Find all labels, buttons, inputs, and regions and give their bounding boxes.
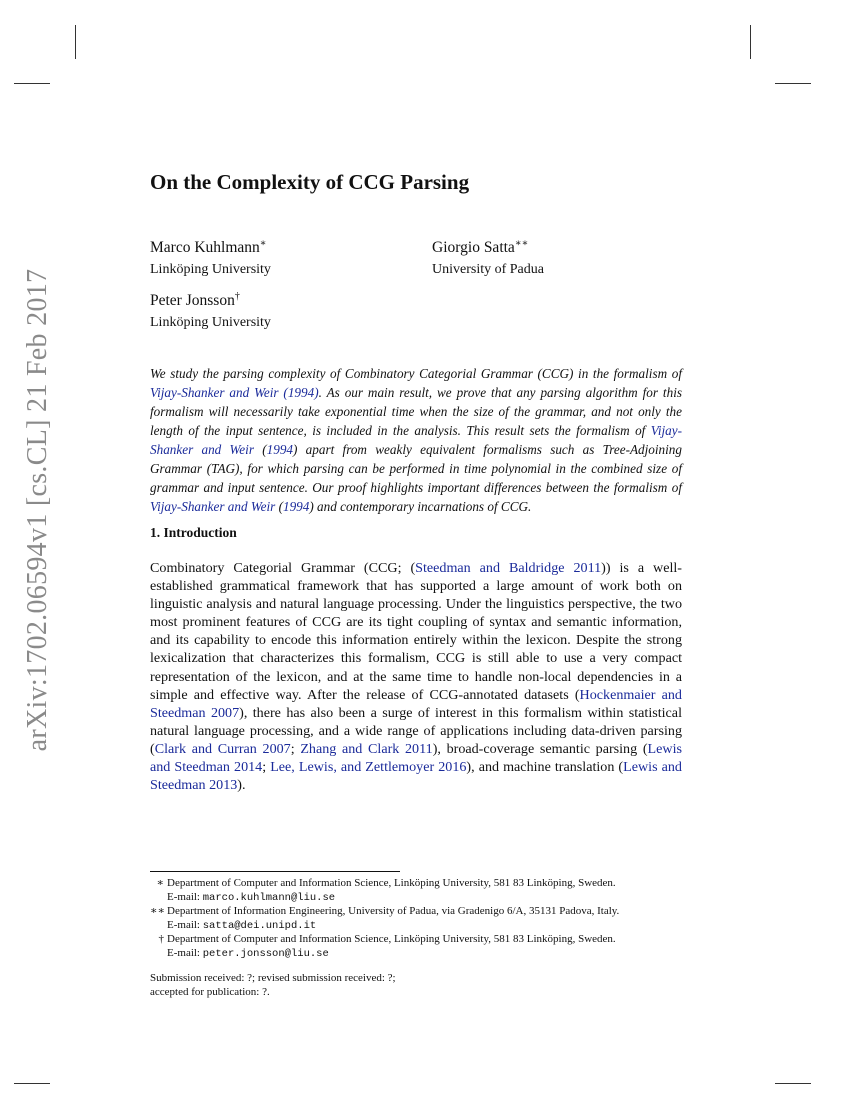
- footnote: [150, 933, 690, 961]
- email-label: E-mail:: [167, 946, 203, 959]
- body-text: ;: [290, 740, 301, 757]
- author-block: [150, 233, 271, 281]
- footnote-text: Department of Computer and Information Science, Linköping University, 581 83 Linköping, Sweden.: [167, 877, 616, 889]
- footnote: [150, 877, 690, 905]
- submission-note: [150, 971, 396, 999]
- author-footnote-mark: ∗: [259, 238, 267, 249]
- footnote-mark: †: [158, 933, 164, 946]
- footnote-email-line: [167, 947, 690, 962]
- author-name: Marco Kuhlmann: [150, 239, 260, 257]
- author-footnote-mark: †: [234, 291, 240, 302]
- crop-mark: [775, 1083, 811, 1084]
- crop-mark: [775, 83, 811, 84]
- submission-line: Submission received: ?; revised submission received: ?;: [150, 972, 396, 984]
- section-heading: [150, 525, 237, 541]
- footnote: [150, 905, 690, 933]
- footnote-rule: [150, 871, 400, 872]
- author-footnote-mark: ∗∗: [514, 238, 529, 249]
- email-address[interactable]: satta@dei.unipd.it: [202, 919, 317, 932]
- section-number: 1.: [150, 525, 161, 540]
- abstract-text: (: [275, 499, 283, 514]
- abstract-text: . As our main result, we prove that any parsing algorithm for this formalism will necessarily take exponential time when the size of the grammar, and not only the length of the input sentence, is included in the analysis. This result sets the formalism of: [150, 385, 682, 438]
- abstract: [150, 364, 682, 516]
- citation-link[interactable]: Clark and Curran 2007: [154, 740, 291, 757]
- author-affiliation: Linköping University: [150, 315, 271, 331]
- abstract-text: ) apart from weakly equivalent formalisms such as Tree-Adjoining Grammar (TAG), for which parsing can be performed in time polynomial in the combined size of grammar and input sentence. Our proof highlights important differences between the formalism of: [150, 442, 682, 495]
- email-label: E-mail:: [167, 890, 203, 903]
- footnote-text: Department of Computer and Information Science, Linköping University, 581 83 Linköping, Sweden.: [167, 933, 616, 946]
- author-name: Peter Jonsson: [150, 292, 235, 310]
- crop-mark: [14, 83, 50, 84]
- intro-paragraph: [150, 559, 682, 794]
- body-text: Combinatory Categorial Grammar (CCG; (: [150, 560, 416, 576]
- citation-link[interactable]: Lewis and Steedman 2013: [150, 759, 682, 794]
- citation-link[interactable]: Lee, Lewis, and Zettlemoyer 2016: [270, 759, 467, 776]
- citation-link[interactable]: 1994: [282, 499, 310, 514]
- footnotes: [150, 877, 690, 962]
- section-title: Introduction: [163, 525, 237, 540]
- citation-link[interactable]: Lewis and Steedman 2014: [150, 740, 682, 776]
- crop-mark: [75, 25, 76, 59]
- email-address[interactable]: peter.jonsson@liu.se: [202, 947, 329, 960]
- crop-mark: [750, 25, 751, 59]
- citation-link[interactable]: Vijay-Shanker and Weir: [150, 423, 682, 457]
- body-text: ), broad-coverage semantic parsing (: [432, 740, 648, 757]
- body-text: )) is a well-established grammatical framework that has supported a large amount of work both on linguistic analysis and natural language processing. Under the linguistics perspective, the two most prominent features of CCG are its tight coupling of syntax and semantic information, and its capability to encode this information entirely within the lexicon. Despite the strong lexicalization that characterizes this formalism, CCG is still able to use a very compact representation of the lexicon, and at the same time to handle non-local dependencies in a simple and effective way. After the release of CCG-annotated datasets (: [150, 560, 682, 703]
- body-text: ), there has also been a surge of interest in this formalism within statistical natural language processing, and a wide range of applications including data-driven parsing (: [150, 704, 682, 757]
- author-block: [432, 233, 544, 281]
- body-text: ).: [237, 777, 246, 794]
- citation-link[interactable]: Hockenmaier and Steedman 2007: [150, 686, 682, 721]
- submission-line: accepted for publication: ?.: [150, 986, 270, 998]
- body-text: ), and machine translation (: [466, 759, 624, 776]
- email-address[interactable]: marco.kuhlmann@liu.se: [202, 891, 336, 904]
- crop-mark: [14, 1083, 50, 1084]
- body-text: ;: [262, 759, 271, 776]
- citation-link[interactable]: Vijay-Shanker and Weir: [150, 499, 276, 514]
- abstract-text: ) and contemporary incarnations of CCG.: [309, 499, 532, 514]
- paper-title: On the Complexity of CCG Parsing: [150, 170, 470, 194]
- author-affiliation: Linköping University: [150, 262, 271, 278]
- footnote-email-line: [167, 919, 690, 934]
- citation-link[interactable]: Zhang and Clark 2011: [300, 740, 433, 757]
- footnote-email-line: [167, 891, 690, 906]
- citation-link[interactable]: Vijay-Shanker and Weir (1994): [150, 385, 319, 400]
- footnote-mark: ∗∗: [150, 905, 165, 918]
- footnote-text: Department of Information Engineering, University of Padua, via Gradenigo 6/A, 35131 Padova, Italy.: [167, 905, 620, 918]
- arxiv-stamp: arXiv:1702.06594v1 [cs.CL] 21 Feb 2017: [22, 268, 53, 752]
- author-block: [150, 286, 271, 334]
- author-affiliation: University of Padua: [432, 262, 544, 278]
- abstract-text: (: [253, 442, 267, 457]
- author-name: Giorgio Satta: [432, 239, 515, 257]
- citation-link[interactable]: 1994: [266, 442, 294, 457]
- footnote-mark: ∗: [156, 877, 164, 889]
- email-label: E-mail:: [167, 918, 203, 931]
- citation-link[interactable]: Steedman and Baldridge 2011: [415, 560, 602, 576]
- abstract-text: We study the parsing complexity of Combinatory Categorial Grammar (CCG) in the formalism of: [150, 366, 682, 381]
